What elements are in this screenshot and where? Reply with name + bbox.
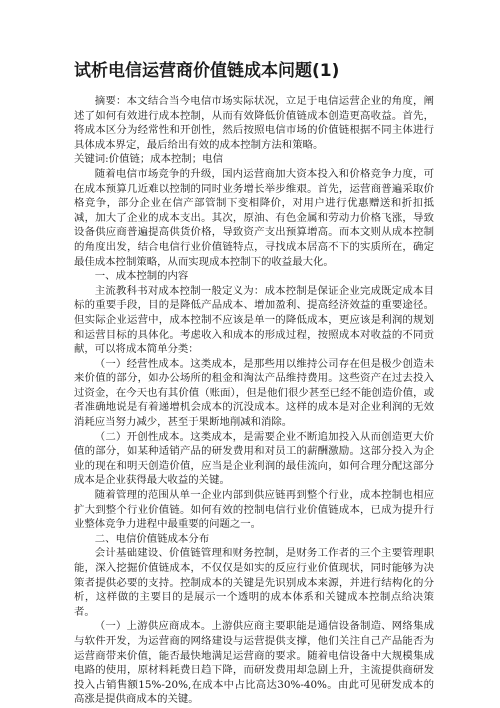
- section-2-paragraph-2: （一）上游供应商成本。上游供应商主要职能是通信设备制造、网络集成与软件开发，为运营商的网络建设与运营提供支撑，他们关注自己产品能否为运营商带来价值，能否最快地满足运营商的要求。随着电信设备中大规模集成电路的使用，原材料耗费日趋下降，而研发费用却急剧上升，主流提供商研发投入占销售额15%-20%,在成本中占比高达30%-40%。由此可见研发成本的高涨是提供商成本的关键。: [74, 620, 434, 706]
- section-1-paragraph-1: 主流教科书对成本控制一般定义为：成本控制是保证企业完成既定成本目标的重要手段，目的是降低产品成本、增加盈利、提高经济效益的重要途径。但实际企业运营中，成本控制不应该是单一的降低成本，更应该是利润的规划和运营目标的具体化。考虑收入和成本的形成过程，按照成本对收益的不同贡献，可以将成本简单分类：: [74, 284, 434, 356]
- section-1-paragraph-2: （一）经营性成本。这类成本，是那些用以维持公司存在但是极少创造未来价值的部分，如办公场所的租金和淘汰产品维持费用。这些资产在过去投入过资金，在今天也有其价值（账面），但是他们很少甚至已经不能创造价值，或者准确地说是有着递增机会成本的沉没成本。这样的成本是对企业利润的无效消耗应当努力减少，甚至于果断地削减和消除。: [74, 357, 434, 429]
- intro-paragraph: 随着电信市场竞争的升级，国内运营商加大资本投入和价格竞争力度，可在成本预算几近难以控制的同时业务增长举步维艰。首先，运营商普遍采取价格竞争，部分企业在信产部管制下变相降价，对用户进行优惠赠送和折扣抵减，加大了企业的成本支出。其次，原油、有色金属和劳动力价格飞涨，导致设备供应商普遍提高供货价格，导致资产支出预算增高。而本文则从成本控制的角度出发，结合电信行业价值链特点，寻找成本居高不下的实质所在，确定最佳成本控制策略，从而实现成本控制下的收益最大化。: [74, 167, 434, 268]
- document-body: [74, 94, 434, 707]
- section-1-paragraph-4: 随着管理的范围从单一企业内部到供应链再到整个行业，成本控制也相应扩大到整个行业价值链。如何有效的控制电信行业价值链成本，已成为提升行业整体竞争力进程中最重要的问题之一。: [74, 489, 434, 531]
- section-2-heading: 二、电信价值链成本分布: [94, 532, 210, 545]
- section-1-paragraph-3: （二）开创性成本。这类成本，是需要企业不断追加投入从而创造更大价值的部分，如某种适销产品的研发费用和对员工的薪酬激励。这部分投入为企业的现在和明天创造价值，应当是企业利润的最佳流向，如何合理分配这部分成本是企业获得最大收益的关键。: [74, 430, 434, 487]
- abstract-paragraph: 摘要：本文结合当今电信市场实际状况，立足于电信运营企业的角度，阐述了如何有效进行成本控制，从而有效降低价值链成本创造更高收益。首先，将成本区分为经常性和开创性，然后按照电信市场的价值链根据不同主体进行具体成本界定，最后给出有效的成本控制方法和策略。: [74, 95, 434, 151]
- section-2-paragraph-1: 会计基础建设、价值链管理和财务控制，是财务工作者的三个主要管理职能，深入挖掘价值链成本，不仅仅是如实的反应行业价值现状，同时能够为决策者提供必要的支持。控制成本的关键是先识别成本来源，并进行结构化的分析，这样做的主要目的是展示一个透明的成本体系和关键成本控制点给决策者。: [74, 547, 434, 618]
- section-1-heading: 一、成本控制的内容: [94, 270, 189, 283]
- keywords-line: 关键词:价值链；成本控制；电信: [74, 153, 223, 166]
- document-title: 试析电信运营商价值链成本问题(1): [74, 61, 340, 81]
